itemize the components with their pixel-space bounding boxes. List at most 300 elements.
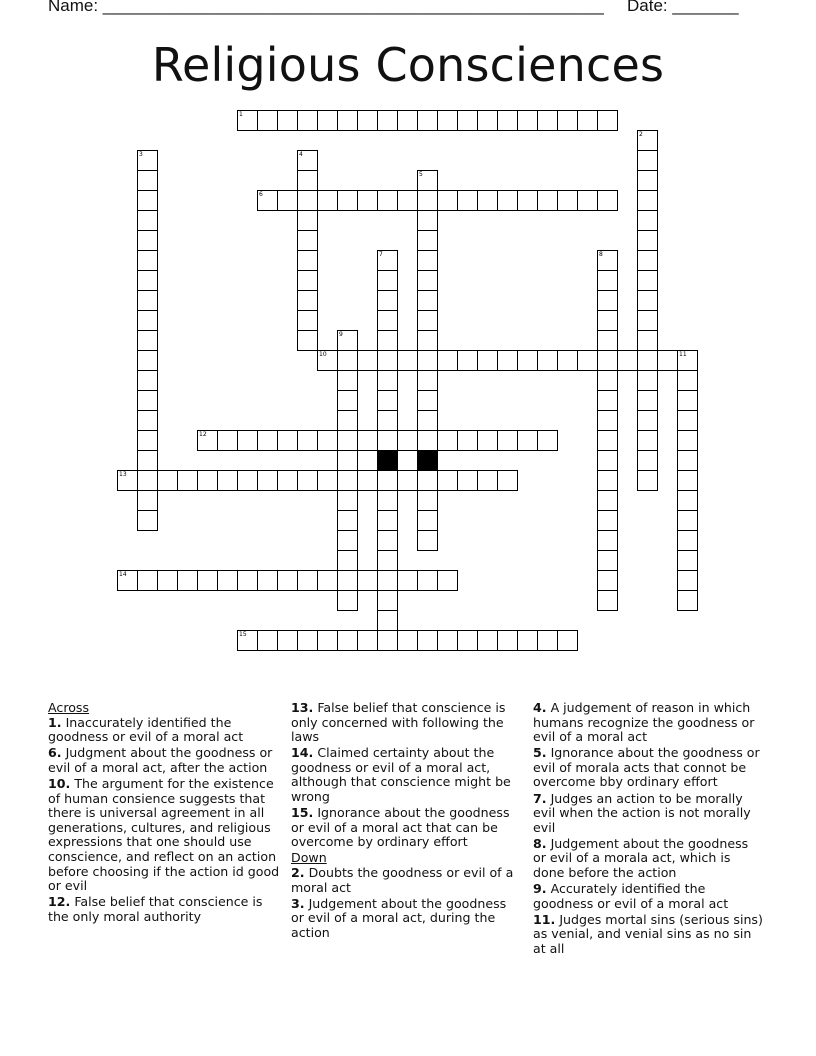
clue-number-label: 1. — [48, 714, 62, 730]
grid-cell[interactable] — [497, 430, 518, 451]
grid-cell[interactable] — [137, 350, 158, 371]
grid-cell[interactable] — [637, 390, 658, 411]
grid-cell[interactable] — [337, 410, 358, 431]
down-clue — [533, 701, 765, 745]
grid-cell[interactable] — [377, 550, 398, 571]
grid-cell[interactable] — [137, 210, 158, 231]
grid-cell[interactable] — [257, 430, 278, 451]
grid-cell[interactable] — [497, 190, 518, 211]
down-clue — [291, 897, 523, 941]
down-clue — [533, 913, 765, 957]
grid-cell[interactable] — [137, 310, 158, 331]
grid-cell[interactable] — [417, 250, 438, 271]
grid-cell[interactable] — [277, 630, 298, 651]
grid-cell[interactable] — [597, 530, 618, 551]
grid-cell[interactable] — [377, 590, 398, 611]
grid-cell[interactable] — [197, 430, 218, 451]
clue-number-label: 11. — [533, 911, 556, 927]
grid-cell[interactable] — [637, 270, 658, 291]
clue-number-label: 8. — [533, 835, 547, 851]
grid-cell[interactable] — [637, 430, 658, 451]
across-heading: Across — [48, 700, 90, 715]
grid-cell[interactable] — [397, 190, 418, 211]
grid-cell[interactable] — [357, 430, 378, 451]
grid-cell[interactable] — [317, 470, 338, 491]
grid-cell[interactable] — [597, 470, 618, 491]
grid-cell[interactable] — [417, 570, 438, 591]
grid-cell[interactable] — [297, 290, 318, 311]
clue-number-label: 9. — [533, 881, 547, 897]
date-field-label: Date: _______ — [627, 0, 739, 15]
clue-number-label: 7. — [533, 790, 547, 806]
clue-text: Claimed certainty about the goodness or evil of a moral act, although that conscience might be wrong — [291, 745, 511, 805]
grid-cell[interactable] — [297, 230, 318, 251]
grid-cell[interactable] — [637, 230, 658, 251]
grid-cell[interactable] — [557, 630, 578, 651]
grid-cell[interactable] — [337, 450, 358, 471]
grid-cell[interactable] — [577, 190, 598, 211]
grid-cell[interactable] — [237, 570, 258, 591]
grid-cell[interactable] — [137, 370, 158, 391]
grid-cell[interactable] — [377, 490, 398, 511]
clue-number-label: 5. — [533, 745, 547, 761]
grid-cell[interactable] — [597, 290, 618, 311]
grid-cell[interactable] — [457, 470, 478, 491]
clue-number-label: 10. — [48, 775, 71, 791]
grid-cell[interactable] — [377, 610, 398, 631]
grid-cell[interactable] — [477, 350, 498, 371]
grid-cell[interactable] — [457, 430, 478, 451]
grid-cell[interactable] — [377, 390, 398, 411]
grid-cell[interactable] — [517, 430, 538, 451]
grid-cell[interactable] — [477, 190, 498, 211]
grid-cell[interactable] — [597, 190, 618, 211]
grid-cell[interactable] — [217, 570, 238, 591]
grid-cell[interactable] — [277, 190, 298, 211]
grid-cell[interactable] — [377, 430, 398, 451]
grid-cell[interactable] — [377, 410, 398, 431]
grid-cell[interactable] — [377, 190, 398, 211]
grid-cell[interactable] — [277, 470, 298, 491]
grid-cell[interactable] — [417, 110, 438, 131]
grid-cell[interactable] — [497, 630, 518, 651]
clue-number: 14 — [119, 571, 127, 578]
clue-text: Ignorance about the goodness or evil of a moral act that can be overcome by ordinary effort — [291, 805, 510, 850]
grid-cell[interactable] — [637, 210, 658, 231]
clue-number: 15 — [239, 631, 247, 638]
clue-number-label: 15. — [291, 805, 314, 821]
grid-cell[interactable] — [437, 470, 458, 491]
grid-cell[interactable] — [597, 390, 618, 411]
grid-cell[interactable] — [377, 330, 398, 351]
grid-cell[interactable] — [397, 350, 418, 371]
grid-cell[interactable] — [137, 570, 158, 591]
grid-cell[interactable] — [397, 630, 418, 651]
grid-cell[interactable] — [137, 270, 158, 291]
grid-cell[interactable] — [357, 110, 378, 131]
grid-cell[interactable] — [137, 410, 158, 431]
grid-cell[interactable] — [237, 110, 258, 131]
black-square — [417, 450, 438, 471]
grid-cell[interactable] — [597, 370, 618, 391]
grid-cell[interactable] — [517, 190, 538, 211]
grid-cell[interactable] — [157, 470, 178, 491]
grid-cell[interactable] — [437, 570, 458, 591]
grid-cell[interactable] — [537, 350, 558, 371]
grid-cell[interactable] — [557, 350, 578, 371]
grid-cell[interactable] — [417, 370, 438, 391]
grid-cell[interactable] — [677, 550, 698, 571]
grid-cell[interactable] — [477, 630, 498, 651]
grid-cell[interactable] — [137, 150, 158, 171]
grid-cell[interactable] — [357, 470, 378, 491]
grid-cell[interactable] — [417, 470, 438, 491]
grid-cell[interactable] — [137, 390, 158, 411]
grid-cell[interactable] — [137, 190, 158, 211]
grid-cell[interactable] — [357, 630, 378, 651]
grid-cell[interactable] — [677, 430, 698, 451]
grid-cell[interactable] — [517, 350, 538, 371]
grid-cell[interactable] — [437, 110, 458, 131]
grid-cell[interactable] — [277, 570, 298, 591]
grid-cell[interactable] — [677, 390, 698, 411]
grid-cell[interactable] — [337, 330, 358, 351]
grid-cell[interactable] — [297, 250, 318, 271]
grid-cell[interactable] — [137, 430, 158, 451]
down-clue — [533, 837, 765, 881]
grid-cell[interactable] — [317, 630, 338, 651]
clue-number: 8 — [599, 251, 603, 258]
grid-cell[interactable] — [597, 510, 618, 531]
grid-cell[interactable] — [217, 430, 238, 451]
grid-cell[interactable] — [137, 470, 158, 491]
grid-cell[interactable] — [537, 630, 558, 651]
grid-cell[interactable] — [417, 490, 438, 511]
clue-text: Judges mortal sins (serious sins) as venial, and venial sins as no sin at all — [533, 911, 763, 956]
grid-cell[interactable] — [257, 190, 278, 211]
grid-cell[interactable] — [257, 470, 278, 491]
grid-cell[interactable] — [417, 290, 438, 311]
grid-cell[interactable] — [377, 510, 398, 531]
grid-cell[interactable] — [677, 470, 698, 491]
grid-cell[interactable] — [177, 570, 198, 591]
grid-cell[interactable] — [377, 250, 398, 271]
grid-cell[interactable] — [637, 450, 658, 471]
clue-number: 4 — [299, 151, 303, 158]
grid-cell[interactable] — [137, 490, 158, 511]
grid-cell[interactable] — [137, 230, 158, 251]
clue-number: 2 — [639, 131, 643, 138]
grid-cell[interactable] — [437, 190, 458, 211]
grid-cell[interactable] — [337, 510, 358, 531]
grid-cell[interactable] — [317, 570, 338, 591]
grid-cell[interactable] — [297, 150, 318, 171]
grid-cell[interactable] — [677, 590, 698, 611]
clue-number-label: 14. — [291, 745, 314, 761]
grid-cell[interactable] — [337, 570, 358, 591]
grid-cell[interactable] — [417, 350, 438, 371]
grid-cell[interactable] — [597, 550, 618, 571]
grid-cell[interactable] — [497, 110, 518, 131]
grid-cell[interactable] — [637, 150, 658, 171]
grid-cell[interactable] — [337, 630, 358, 651]
grid-cell[interactable] — [437, 430, 458, 451]
clue-number-label: 12. — [48, 894, 71, 910]
grid-cell[interactable] — [377, 110, 398, 131]
grid-cell[interactable] — [377, 310, 398, 331]
grid-cell[interactable] — [377, 290, 398, 311]
grid-cell[interactable] — [217, 470, 238, 491]
grid-cell[interactable] — [417, 310, 438, 331]
grid-cell[interactable] — [637, 310, 658, 331]
clue-column-2 — [291, 701, 523, 942]
grid-cell[interactable] — [377, 350, 398, 371]
grid-cell[interactable] — [597, 590, 618, 611]
grid-cell[interactable] — [277, 430, 298, 451]
grid-cell[interactable] — [677, 350, 698, 371]
clue-text: A judgement of reason in which humans recognize the goodness or evil of a moral act — [533, 700, 755, 745]
grid-cell[interactable] — [437, 630, 458, 651]
grid-cell[interactable] — [357, 350, 378, 371]
grid-cell[interactable] — [637, 470, 658, 491]
grid-cell[interactable] — [297, 330, 318, 351]
grid-cell[interactable] — [337, 190, 358, 211]
grid-cell[interactable] — [157, 570, 178, 591]
grid-cell[interactable] — [317, 350, 338, 371]
grid-cell[interactable] — [517, 110, 538, 131]
grid-cell[interactable] — [637, 170, 658, 191]
clue-text: Doubts the goodness or evil of a moral act — [291, 865, 514, 895]
grid-cell[interactable] — [297, 630, 318, 651]
grid-cell[interactable] — [597, 310, 618, 331]
clue-column-3 — [533, 701, 765, 958]
grid-cell[interactable] — [417, 630, 438, 651]
grid-cell[interactable] — [677, 510, 698, 531]
grid-cell[interactable] — [637, 190, 658, 211]
grid-cell[interactable] — [357, 570, 378, 591]
grid-cell[interactable] — [397, 430, 418, 451]
clue-number: 6 — [259, 191, 263, 198]
grid-cell[interactable] — [197, 470, 218, 491]
clue-number: 3 — [139, 151, 143, 158]
grid-cell[interactable] — [197, 570, 218, 591]
grid-cell[interactable] — [337, 370, 358, 391]
grid-cell[interactable] — [637, 330, 658, 351]
clue-text: Inaccurately identified the goodness or evil of a moral act — [48, 714, 244, 745]
grid-cell[interactable] — [417, 210, 438, 231]
grid-cell[interactable] — [137, 450, 158, 471]
grid-cell[interactable] — [297, 570, 318, 591]
grid-cell[interactable] — [317, 190, 338, 211]
grid-cell[interactable] — [417, 270, 438, 291]
grid-cell[interactable] — [577, 350, 598, 371]
grid-cell[interactable] — [677, 570, 698, 591]
grid-cell[interactable] — [397, 570, 418, 591]
black-square — [377, 450, 398, 471]
grid-cell[interactable] — [477, 430, 498, 451]
grid-cell[interactable] — [137, 250, 158, 271]
grid-cell[interactable] — [257, 110, 278, 131]
grid-cell[interactable] — [517, 630, 538, 651]
grid-cell[interactable] — [417, 530, 438, 551]
down-clue — [533, 882, 765, 911]
grid-cell[interactable] — [457, 190, 478, 211]
grid-cell[interactable] — [477, 470, 498, 491]
grid-cell[interactable] — [257, 570, 278, 591]
grid-cell[interactable] — [357, 190, 378, 211]
grid-cell[interactable] — [297, 210, 318, 231]
grid-cell[interactable] — [337, 550, 358, 571]
clue-text: Accurately identified the goodness or evil of a moral act — [533, 881, 729, 911]
grid-cell[interactable] — [537, 110, 558, 131]
grid-cell[interactable] — [337, 390, 358, 411]
grid-cell[interactable] — [117, 470, 138, 491]
grid-cell[interactable] — [597, 350, 618, 371]
grid-cell[interactable] — [597, 570, 618, 591]
grid-cell[interactable] — [597, 430, 618, 451]
grid-cell[interactable] — [337, 470, 358, 491]
grid-cell[interactable] — [417, 430, 438, 451]
down-clue — [291, 866, 523, 895]
clue-number-label: 13. — [291, 700, 314, 715]
grid-cell[interactable] — [317, 110, 338, 131]
grid-cell[interactable] — [317, 430, 338, 451]
grid-cell[interactable] — [597, 270, 618, 291]
grid-cell[interactable] — [337, 110, 358, 131]
grid-cell[interactable] — [237, 470, 258, 491]
grid-cell[interactable] — [457, 350, 478, 371]
clue-text: Judges an action to be morally evil when the action is not morally evil — [533, 790, 751, 835]
grid-cell[interactable] — [297, 170, 318, 191]
grid-cell[interactable] — [597, 490, 618, 511]
grid-cell[interactable] — [377, 630, 398, 651]
clue-text: The argument for the existence of human consience suggests that there is universal agreement in all generations, cultures, and religious expressions that one should use conscience, and reflect on an action before choosing if the action id good or evil — [48, 775, 280, 894]
grid-cell[interactable] — [117, 570, 138, 591]
grid-cell[interactable] — [137, 510, 158, 531]
grid-cell[interactable] — [597, 330, 618, 351]
clue-number: 11 — [679, 351, 687, 358]
across-clue — [48, 746, 280, 775]
grid-cell[interactable] — [637, 290, 658, 311]
grid-cell[interactable] — [377, 570, 398, 591]
grid-cell[interactable] — [577, 110, 598, 131]
grid-cell[interactable] — [137, 290, 158, 311]
clue-text: Judgement about the goodness or evil of a morala act, which is done before the action — [533, 835, 749, 881]
grid-cell[interactable] — [497, 350, 518, 371]
clue-number-label: 4. — [533, 700, 547, 715]
puzzle-title: Religious Consciences — [151, 38, 665, 92]
grid-cell[interactable] — [457, 110, 478, 131]
grid-cell[interactable] — [597, 250, 618, 271]
grid-cell[interactable] — [417, 410, 438, 431]
grid-cell[interactable] — [337, 430, 358, 451]
grid-cell[interactable] — [457, 630, 478, 651]
grid-cell[interactable] — [237, 630, 258, 651]
down-heading: Down — [291, 850, 327, 866]
grid-cell[interactable] — [597, 450, 618, 471]
grid-cell[interactable] — [597, 110, 618, 131]
grid-cell[interactable] — [377, 270, 398, 291]
grid-cell[interactable] — [677, 530, 698, 551]
grid-cell[interactable] — [537, 190, 558, 211]
across-clue — [48, 777, 280, 894]
grid-cell[interactable] — [497, 470, 518, 491]
across-clue — [291, 806, 523, 850]
name-field-label: Name: _____________________________________________________ — [48, 0, 604, 15]
grid-cell[interactable] — [137, 330, 158, 351]
across-clue — [291, 746, 523, 804]
clue-number: 12 — [199, 431, 207, 438]
grid-cell[interactable] — [417, 230, 438, 251]
grid-cell[interactable] — [297, 270, 318, 291]
grid-cell[interactable] — [597, 410, 618, 431]
grid-cell[interactable] — [677, 370, 698, 391]
grid-cell[interactable] — [397, 470, 418, 491]
clue-text: False belief that conscience is the only moral authority — [48, 894, 263, 924]
grid-cell[interactable] — [677, 410, 698, 431]
grid-cell[interactable] — [337, 530, 358, 551]
across-clue — [48, 895, 280, 924]
clue-number: 9 — [339, 331, 343, 338]
grid-cell[interactable] — [277, 110, 298, 131]
across-clue — [291, 701, 523, 745]
clue-number: 1 — [239, 111, 243, 118]
grid-cell[interactable] — [297, 430, 318, 451]
grid-cell[interactable] — [377, 470, 398, 491]
grid-cell[interactable] — [557, 110, 578, 131]
grid-cell[interactable] — [297, 110, 318, 131]
grid-cell[interactable] — [397, 110, 418, 131]
clue-number-label: 6. — [48, 745, 62, 761]
grid-cell[interactable] — [537, 430, 558, 451]
grid-cell[interactable] — [337, 490, 358, 511]
clue-text: Judgment about the goodness or evil of a moral act, after the action — [48, 745, 273, 775]
grid-cell[interactable] — [637, 370, 658, 391]
down-clue — [533, 792, 765, 836]
clue-text: False belief that conscience is only concerned with following the laws — [291, 700, 506, 745]
grid-cell[interactable] — [417, 170, 438, 191]
grid-cell[interactable] — [377, 370, 398, 391]
grid-cell[interactable] — [637, 250, 658, 271]
grid-cell[interactable] — [637, 350, 658, 371]
grid-cell[interactable] — [437, 350, 458, 371]
grid-cell[interactable] — [677, 450, 698, 471]
grid-cell[interactable] — [137, 170, 158, 191]
grid-cell[interactable] — [417, 330, 438, 351]
grid-cell[interactable] — [177, 470, 198, 491]
grid-cell[interactable] — [557, 190, 578, 211]
grid-cell[interactable] — [337, 590, 358, 611]
grid-cell[interactable] — [477, 110, 498, 131]
grid-cell[interactable] — [677, 490, 698, 511]
clue-column-1 — [48, 701, 280, 926]
grid-cell[interactable] — [417, 390, 438, 411]
grid-cell[interactable] — [637, 130, 658, 151]
grid-cell[interactable] — [657, 350, 678, 371]
grid-cell[interactable] — [297, 470, 318, 491]
grid-cell[interactable] — [417, 190, 438, 211]
grid-cell[interactable] — [637, 410, 658, 431]
grid-cell[interactable] — [337, 350, 358, 371]
grid-cell[interactable] — [617, 350, 638, 371]
grid-cell[interactable] — [417, 510, 438, 531]
grid-cell[interactable] — [297, 310, 318, 331]
grid-cell[interactable] — [297, 190, 318, 211]
grid-cell[interactable] — [237, 430, 258, 451]
grid-cell[interactable] — [257, 630, 278, 651]
grid-cell[interactable] — [377, 530, 398, 551]
clue-number-label: 2. — [291, 865, 305, 881]
